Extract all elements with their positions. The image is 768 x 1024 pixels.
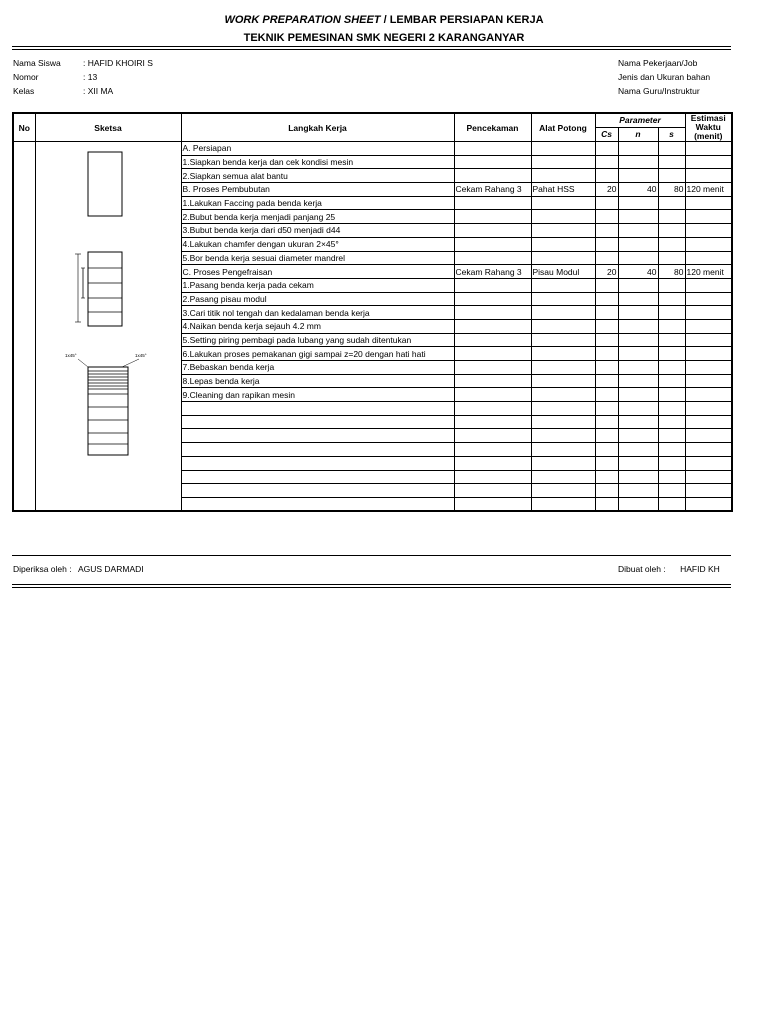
time-cell bbox=[685, 169, 732, 183]
cs-cell bbox=[595, 470, 618, 484]
s-cell bbox=[658, 306, 685, 320]
n-cell bbox=[618, 388, 658, 402]
s-cell bbox=[658, 374, 685, 388]
clamp-cell bbox=[454, 497, 531, 511]
clamp-cell bbox=[454, 347, 531, 361]
time-cell bbox=[685, 429, 732, 443]
time-cell bbox=[685, 470, 732, 484]
sketch-drawings bbox=[35, 142, 181, 512]
step-cell: 8.Lepas benda kerja bbox=[181, 374, 454, 388]
student-name-value: : HAFID KHOIRI S bbox=[83, 58, 153, 68]
time-cell bbox=[685, 443, 732, 457]
cs-cell bbox=[595, 224, 618, 238]
header-no: No bbox=[13, 113, 35, 142]
tool-cell bbox=[531, 319, 595, 333]
time-cell bbox=[685, 237, 732, 251]
time-cell bbox=[685, 319, 732, 333]
document-subtitle: TEKNIK PEMESINAN SMK NEGERI 2 KARANGANYAR bbox=[243, 32, 525, 44]
n-cell bbox=[618, 142, 658, 156]
checked-by bbox=[13, 564, 144, 574]
s-cell bbox=[658, 319, 685, 333]
n-cell bbox=[618, 415, 658, 429]
clamp-cell bbox=[454, 470, 531, 484]
clamp-cell bbox=[454, 443, 531, 457]
header-n: n bbox=[618, 127, 658, 141]
clamp-cell bbox=[454, 319, 531, 333]
student-name-label: Nama Siswa bbox=[13, 58, 61, 68]
cs-cell bbox=[595, 484, 618, 498]
clamp-cell bbox=[454, 224, 531, 238]
step-cell bbox=[181, 497, 454, 511]
tool-cell bbox=[531, 237, 595, 251]
s-cell: 80 bbox=[658, 265, 685, 279]
time-cell bbox=[685, 306, 732, 320]
job-material-label: Jenis dan Ukuran bahan bbox=[618, 72, 711, 82]
time-cell bbox=[685, 456, 732, 470]
step-cell: 5.Setting piring pembagi pada lubang yang sudah ditentukan bbox=[181, 333, 454, 347]
cs-cell bbox=[595, 402, 618, 416]
cs-cell: 20 bbox=[595, 265, 618, 279]
clamp-cell bbox=[454, 169, 531, 183]
s-cell bbox=[658, 155, 685, 169]
job-info bbox=[618, 56, 710, 98]
cs-cell bbox=[595, 361, 618, 375]
clamp-cell bbox=[454, 306, 531, 320]
n-cell bbox=[618, 224, 658, 238]
tool-cell bbox=[531, 251, 595, 265]
time-cell bbox=[685, 374, 732, 388]
tool-cell bbox=[531, 484, 595, 498]
document-title bbox=[0, 14, 768, 26]
step-cell: C. Proses Pengefraisan bbox=[181, 265, 454, 279]
time-cell bbox=[685, 402, 732, 416]
time-cell bbox=[685, 484, 732, 498]
step-cell bbox=[181, 429, 454, 443]
n-cell: 40 bbox=[618, 265, 658, 279]
sketch-chamfer-left: 1x45° bbox=[65, 353, 77, 358]
clamp-cell bbox=[454, 415, 531, 429]
s-cell bbox=[658, 169, 685, 183]
n-cell bbox=[618, 374, 658, 388]
s-cell bbox=[658, 142, 685, 156]
header-clamping: Pencekaman bbox=[454, 113, 531, 142]
n-cell bbox=[618, 347, 658, 361]
s-cell bbox=[658, 429, 685, 443]
n-cell bbox=[618, 169, 658, 183]
cs-cell bbox=[595, 333, 618, 347]
time-cell bbox=[685, 155, 732, 169]
n-cell bbox=[618, 210, 658, 224]
header-rule-top bbox=[12, 46, 731, 47]
clamp-cell bbox=[454, 210, 531, 224]
step-cell bbox=[181, 443, 454, 457]
time-cell bbox=[685, 142, 732, 156]
n-cell bbox=[618, 456, 658, 470]
n-cell bbox=[618, 497, 658, 511]
checked-by-value: AGUS DARMADI bbox=[77, 564, 144, 574]
clamp-cell bbox=[454, 196, 531, 210]
clamp-cell bbox=[454, 292, 531, 306]
n-cell: 40 bbox=[618, 183, 658, 197]
sketch-turned-part bbox=[75, 252, 122, 326]
clamp-cell bbox=[454, 251, 531, 265]
cs-cell bbox=[595, 347, 618, 361]
clamp-cell bbox=[454, 484, 531, 498]
time-cell bbox=[685, 251, 732, 265]
step-cell: 6.Lakukan proses pemakanan gigi sampai z=20 dengan hati hati bbox=[181, 347, 454, 361]
tool-cell bbox=[531, 470, 595, 484]
student-class-value: : XII MA bbox=[83, 86, 114, 96]
s-cell bbox=[658, 347, 685, 361]
tool-cell bbox=[531, 169, 595, 183]
n-cell bbox=[618, 251, 658, 265]
n-cell bbox=[618, 155, 658, 169]
cs-cell bbox=[595, 429, 618, 443]
clamp-cell bbox=[454, 429, 531, 443]
time-cell bbox=[685, 361, 732, 375]
time-cell bbox=[685, 347, 732, 361]
tool-cell bbox=[531, 443, 595, 457]
header-rule-bottom bbox=[12, 49, 731, 50]
s-cell bbox=[658, 251, 685, 265]
clamp-cell bbox=[454, 361, 531, 375]
s-cell bbox=[658, 292, 685, 306]
n-cell bbox=[618, 402, 658, 416]
step-cell: 1.Pasang benda kerja pada cekam bbox=[181, 278, 454, 292]
cs-cell bbox=[595, 278, 618, 292]
n-cell bbox=[618, 306, 658, 320]
tool-cell: Pisau Modul bbox=[531, 265, 595, 279]
time-cell bbox=[685, 497, 732, 511]
tool-cell bbox=[531, 361, 595, 375]
n-cell bbox=[618, 196, 658, 210]
s-cell bbox=[658, 470, 685, 484]
sketch-chamfer-right: 1x45° bbox=[135, 353, 147, 358]
header-tool: Alat Potong bbox=[531, 113, 595, 142]
clamp-cell bbox=[454, 388, 531, 402]
no-cell bbox=[13, 142, 35, 512]
cs-cell bbox=[595, 388, 618, 402]
cs-cell bbox=[595, 210, 618, 224]
step-cell: 2.Bubut benda kerja menjadi panjang 25 bbox=[181, 210, 454, 224]
n-cell bbox=[618, 361, 658, 375]
time-cell bbox=[685, 415, 732, 429]
title-italic: WORK PREPARATION SHEET bbox=[224, 14, 381, 26]
student-number-value: : 13 bbox=[83, 72, 98, 82]
step-cell bbox=[181, 415, 454, 429]
student-values bbox=[83, 56, 153, 98]
made-by-label: Dibuat oleh : bbox=[618, 564, 666, 574]
footer-rule-bottom-1 bbox=[12, 584, 731, 585]
clamp-cell bbox=[454, 456, 531, 470]
s-cell bbox=[658, 333, 685, 347]
cs-cell bbox=[595, 169, 618, 183]
step-cell bbox=[181, 402, 454, 416]
student-info bbox=[13, 56, 61, 98]
student-number-label: Nomor bbox=[13, 72, 39, 82]
n-cell bbox=[618, 429, 658, 443]
time-cell bbox=[685, 292, 732, 306]
time-cell bbox=[685, 210, 732, 224]
tool-cell bbox=[531, 292, 595, 306]
n-cell bbox=[618, 333, 658, 347]
s-cell bbox=[658, 224, 685, 238]
s-cell bbox=[658, 415, 685, 429]
n-cell bbox=[618, 278, 658, 292]
made-by bbox=[618, 564, 720, 574]
s-cell bbox=[658, 456, 685, 470]
clamp-cell bbox=[454, 142, 531, 156]
step-cell: 1.Siapkan benda kerja dan cek kondisi mesin bbox=[181, 155, 454, 169]
cs-cell bbox=[595, 319, 618, 333]
time-cell bbox=[685, 333, 732, 347]
time-cell bbox=[685, 278, 732, 292]
tool-cell bbox=[531, 402, 595, 416]
header-sketch: Sketsa bbox=[35, 113, 181, 142]
s-cell bbox=[658, 361, 685, 375]
header-steps: Langkah Kerja bbox=[181, 113, 454, 142]
step-cell: 5.Bor benda kerja sesuai diameter mandrel bbox=[181, 251, 454, 265]
n-cell bbox=[618, 443, 658, 457]
n-cell bbox=[618, 470, 658, 484]
header-parameter: Parameter bbox=[595, 113, 685, 127]
tool-cell bbox=[531, 429, 595, 443]
cs-cell bbox=[595, 415, 618, 429]
step-cell: 7.Bebaskan benda kerja bbox=[181, 361, 454, 375]
title-rest: / LEMBAR PERSIAPAN KERJA bbox=[380, 14, 544, 26]
cs-cell bbox=[595, 155, 618, 169]
step-cell: 9.Cleaning dan rapikan mesin bbox=[181, 388, 454, 402]
header-time: Estimasi Waktu (menit) bbox=[685, 113, 732, 142]
header-s: s bbox=[658, 127, 685, 141]
tool-cell bbox=[531, 306, 595, 320]
cs-cell bbox=[595, 292, 618, 306]
s-cell: 80 bbox=[658, 183, 685, 197]
step-cell bbox=[181, 484, 454, 498]
time-cell bbox=[685, 224, 732, 238]
cs-cell bbox=[595, 251, 618, 265]
tool-cell bbox=[531, 415, 595, 429]
time-cell: 120 menit bbox=[685, 265, 732, 279]
tool-cell bbox=[531, 278, 595, 292]
time-cell bbox=[685, 196, 732, 210]
step-cell: B. Proses Pembubutan bbox=[181, 183, 454, 197]
checked-by-label: Diperiksa oleh : bbox=[13, 564, 72, 574]
s-cell bbox=[658, 443, 685, 457]
step-cell bbox=[181, 456, 454, 470]
cs-cell bbox=[595, 456, 618, 470]
tool-cell bbox=[531, 388, 595, 402]
step-cell: A. Persiapan bbox=[181, 142, 454, 156]
n-cell bbox=[618, 237, 658, 251]
tool-cell bbox=[531, 374, 595, 388]
tool-cell bbox=[531, 196, 595, 210]
tool-cell: Pahat HSS bbox=[531, 183, 595, 197]
clamp-cell bbox=[454, 333, 531, 347]
step-cell: 2.Siapkan semua alat bantu bbox=[181, 169, 454, 183]
cs-cell bbox=[595, 497, 618, 511]
cs-cell: 20 bbox=[595, 183, 618, 197]
time-cell bbox=[685, 388, 732, 402]
tool-cell bbox=[531, 224, 595, 238]
tool-cell bbox=[531, 210, 595, 224]
s-cell bbox=[658, 237, 685, 251]
clamp-cell bbox=[454, 237, 531, 251]
tool-cell bbox=[531, 333, 595, 347]
step-cell bbox=[181, 470, 454, 484]
sketch-raw-stock bbox=[88, 152, 122, 216]
clamp-cell bbox=[454, 402, 531, 416]
clamp-cell: Cekam Rahang 3 bbox=[454, 265, 531, 279]
cs-cell bbox=[595, 196, 618, 210]
s-cell bbox=[658, 278, 685, 292]
step-cell: 2.Pasang pisau modul bbox=[181, 292, 454, 306]
header-cs: Cs bbox=[595, 127, 618, 141]
s-cell bbox=[658, 388, 685, 402]
tool-cell bbox=[531, 347, 595, 361]
s-cell bbox=[658, 402, 685, 416]
tool-cell bbox=[531, 142, 595, 156]
footer-rule-bottom-2 bbox=[12, 587, 731, 588]
s-cell bbox=[658, 484, 685, 498]
s-cell bbox=[658, 196, 685, 210]
tool-cell bbox=[531, 155, 595, 169]
job-teacher-label: Nama Guru/Instruktur bbox=[618, 86, 700, 96]
n-cell bbox=[618, 292, 658, 306]
tool-cell bbox=[531, 456, 595, 470]
s-cell bbox=[658, 210, 685, 224]
sketch-gear-part bbox=[88, 367, 128, 455]
step-cell: 3.Bubut benda kerja dari d50 menjadi d44 bbox=[181, 224, 454, 238]
n-cell bbox=[618, 319, 658, 333]
cs-cell bbox=[595, 374, 618, 388]
made-by-value: HAFID KH bbox=[680, 564, 720, 574]
step-cell: 3.Cari titik nol tengah dan kedalaman benda kerja bbox=[181, 306, 454, 320]
cs-cell bbox=[595, 306, 618, 320]
step-cell: 1.Lakukan Faccing pada benda kerja bbox=[181, 196, 454, 210]
footer-rule-top bbox=[12, 555, 731, 556]
job-name-label: Nama Pekerjaan/Job bbox=[618, 58, 698, 68]
cs-cell bbox=[595, 443, 618, 457]
clamp-cell bbox=[454, 155, 531, 169]
time-cell: 120 menit bbox=[685, 183, 732, 197]
cs-cell bbox=[595, 142, 618, 156]
s-cell bbox=[658, 497, 685, 511]
cs-cell bbox=[595, 237, 618, 251]
clamp-cell bbox=[454, 374, 531, 388]
tool-cell bbox=[531, 497, 595, 511]
clamp-cell: Cekam Rahang 3 bbox=[454, 183, 531, 197]
clamp-cell bbox=[454, 278, 531, 292]
step-cell: 4.Lakukan chamfer dengan ukuran 2×45° bbox=[181, 237, 454, 251]
step-cell: 4.Naikan benda kerja sejauh 4.2 mm bbox=[181, 319, 454, 333]
student-class-label: Kelas bbox=[13, 86, 35, 96]
n-cell bbox=[618, 484, 658, 498]
